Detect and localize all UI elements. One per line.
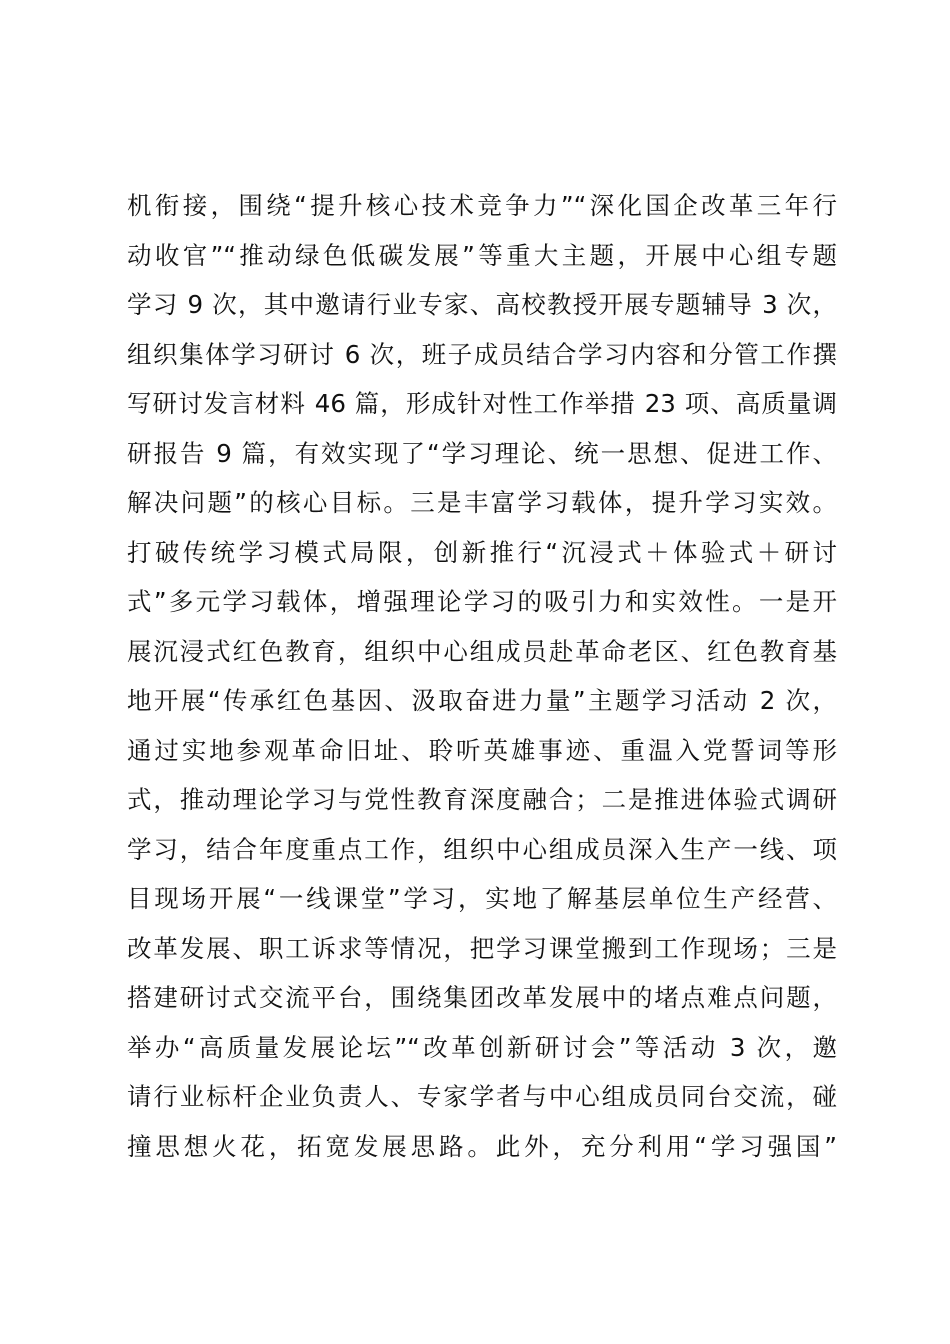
text-line: 撞思想火花，拓宽发展思路。此外，充分利用“学习强国” bbox=[127, 1131, 837, 1161]
body-paragraph bbox=[127, 181, 837, 1171]
text-line: 组织集体学习研讨 6 次，班子成员结合学习内容和分管工作撰 bbox=[127, 339, 837, 369]
text-line: 目现场开展“一线课堂”学习，实地了解基层单位生产经营、 bbox=[127, 884, 837, 913]
text-line: 写研讨发言材料 46 篇，形成针对性工作举措 23 项、高质量调 bbox=[127, 389, 837, 418]
text-line: 式，推动理论学习与党性教育深度融合；二是推进体验式调研 bbox=[127, 785, 837, 814]
text-line: 打破传统学习模式局限，创新推行“沉浸式＋体验式＋研讨 bbox=[127, 537, 837, 567]
text-line: 解决问题”的核心目标。三是丰富学习载体，提升学习实效。 bbox=[127, 488, 837, 517]
text-line: 通过实地参观革命旧址、聆听英雄事迹、重温入党誓词等形 bbox=[127, 735, 837, 765]
text-line: 展沉浸式红色教育，组织中心组成员赴革命老区、红色教育基 bbox=[127, 636, 837, 666]
text-line: 学习 9 次，其中邀请行业专家、高校教授开展专题辅导 3 次， bbox=[127, 290, 837, 319]
text-line: 请行业标杆企业负责人、专家学者与中心组成员同台交流，碰 bbox=[127, 1082, 837, 1111]
text-line: 搭建研讨式交流平台，围绕集团改革发展中的堵点难点问题， bbox=[127, 983, 837, 1012]
text-line: 举办“高质量发展论坛”“改革创新研讨会”等活动 3 次，邀 bbox=[127, 1032, 837, 1062]
text-line: 动收官”“推动绿色低碳发展”等重大主题，开展中心组专题 bbox=[127, 240, 837, 270]
text-line: 式”多元学习载体，增强理论学习的吸引力和实效性。一是开 bbox=[127, 587, 837, 616]
text-line: 地开展“传承红色基因、汲取奋进力量”主题学习活动 2 次， bbox=[127, 686, 837, 715]
text-line: 改革发展、职工诉求等情况，把学习课堂搬到工作现场；三是 bbox=[127, 933, 837, 963]
text-line: 学习，结合年度重点工作，组织中心组成员深入生产一线、项 bbox=[127, 834, 837, 864]
text-line: 机衔接，围绕“提升核心技术竞争力”“深化国企改革三年行 bbox=[127, 191, 837, 220]
text-line: 研报告 9 篇，有效实现了“学习理论、统一思想、促进工作、 bbox=[127, 438, 837, 468]
